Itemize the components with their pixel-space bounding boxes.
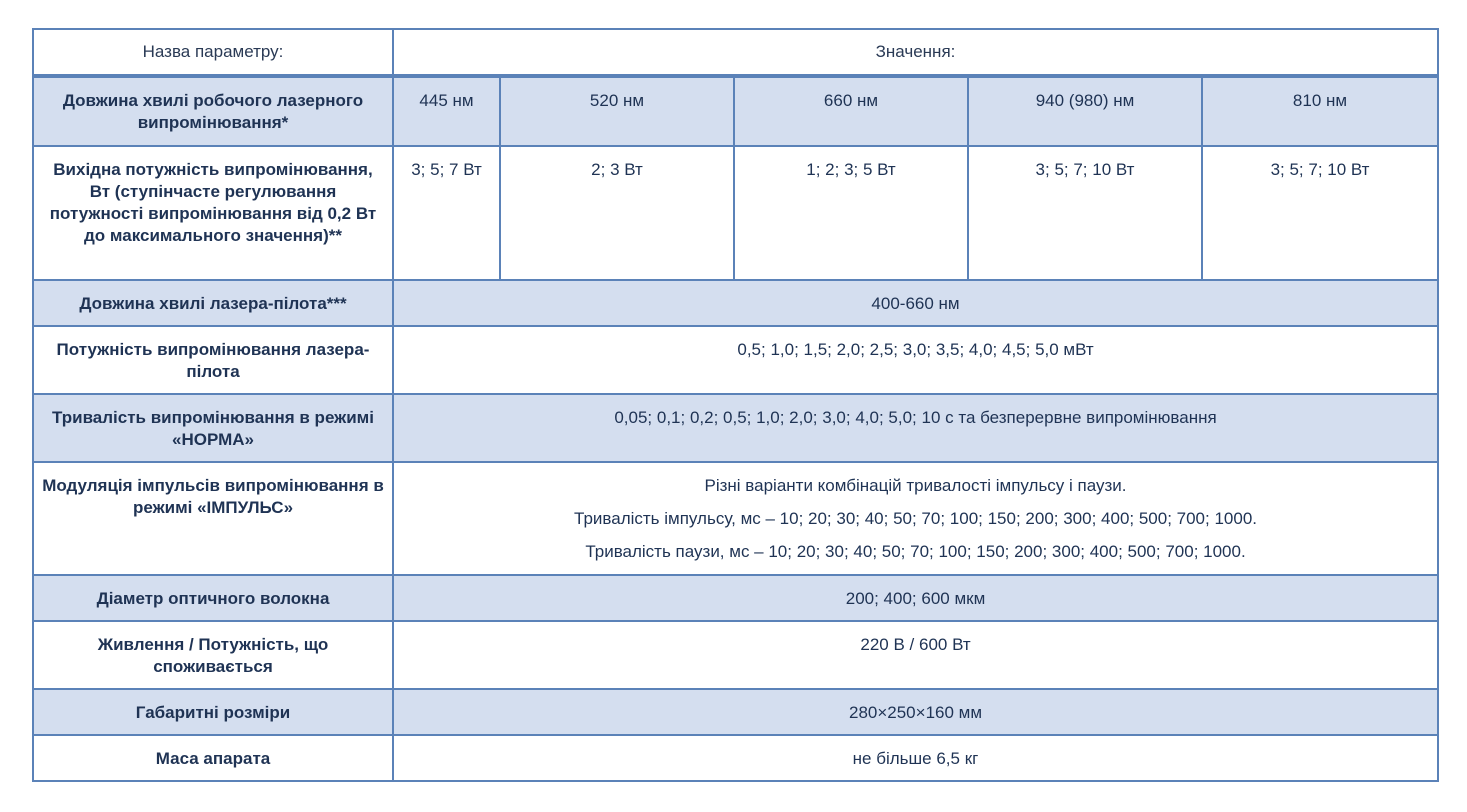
cell-value: 810 нм — [1202, 76, 1438, 146]
cell-value: 280×250×160 мм — [393, 689, 1438, 735]
table-row-output-power — [33, 146, 1438, 280]
cell-value: 445 нм — [393, 76, 500, 146]
row-label: Довжина хвилі робочого лазерного випромінювання* — [33, 76, 393, 146]
row-label: Маса апарата — [33, 735, 393, 781]
table-header-row — [33, 29, 1438, 76]
cell-value: 1; 2; 3; 5 Вт — [734, 146, 968, 280]
row-label: Модуляція імпульсів випромінювання в режимі «ІМПУЛЬС» — [33, 462, 393, 575]
cell-value: не більше 6,5 кг — [393, 735, 1438, 781]
row-label: Вихідна потужність випромінювання, Вт (ступінчасте регулювання потужності випромінювання від 0,2 Вт до максимального значення)** — [33, 146, 393, 280]
cell-value: 3; 5; 7 Вт — [393, 146, 500, 280]
cell-value: 3; 5; 7; 10 Вт — [968, 146, 1202, 280]
row-label: Живлення / Потужність, що споживається — [33, 621, 393, 689]
table-row-pilot-wavelength — [33, 280, 1438, 326]
header-value: Значення: — [393, 29, 1438, 76]
cell-value: 400-660 нм — [393, 280, 1438, 326]
cell-value: 0,05; 0,1; 0,2; 0,5; 1,0; 2,0; 3,0; 4,0; 5,0; 10 с та безперервне випромінювання — [393, 394, 1438, 462]
spec-table — [32, 28, 1439, 782]
row-label: Габаритні розміри — [33, 689, 393, 735]
modulation-line: Різні варіанти комбінацій тривалості імпульсу і паузи. — [704, 476, 1127, 495]
table-row-power-supply — [33, 621, 1438, 689]
row-label: Потужність випромінювання лазера-пілота — [33, 326, 393, 394]
row-label: Довжина хвилі лазера-пілота*** — [33, 280, 393, 326]
cell-value — [393, 462, 1438, 575]
row-label: Діаметр оптичного волокна — [33, 575, 393, 621]
cell-value: 2; 3 Вт — [500, 146, 734, 280]
header-param: Назва параметру: — [33, 29, 393, 76]
table-row-dimensions — [33, 689, 1438, 735]
cell-value: 520 нм — [500, 76, 734, 146]
cell-value: 660 нм — [734, 76, 968, 146]
cell-value: 200; 400; 600 мкм — [393, 575, 1438, 621]
cell-value: 0,5; 1,0; 1,5; 2,0; 2,5; 3,0; 3,5; 4,0; 4,5; 5,0 мВт — [393, 326, 1438, 394]
modulation-line: Тривалість паузи, мс – 10; 20; 30; 40; 50; 70; 100; 150; 200; 300; 400; 500; 700; 1000. — [585, 542, 1246, 561]
cell-value: 940 (980) нм — [968, 76, 1202, 146]
modulation-line: Тривалість імпульсу, мс – 10; 20; 30; 40; 50; 70; 100; 150; 200; 300; 400; 500; 700; 1000. — [574, 509, 1258, 528]
cell-value: 3; 5; 7; 10 Вт — [1202, 146, 1438, 280]
table-row-pilot-power — [33, 326, 1438, 394]
spec-table-container — [32, 28, 1437, 782]
table-row-wavelength — [33, 76, 1438, 146]
cell-value: 220 В / 600 Вт — [393, 621, 1438, 689]
table-row-fiber-diameter — [33, 575, 1438, 621]
table-row-mass — [33, 735, 1438, 781]
table-row-impulse-modulation — [33, 462, 1438, 575]
table-row-norma-duration — [33, 394, 1438, 462]
row-label: Тривалість випромінювання в режимі «НОРМА» — [33, 394, 393, 462]
